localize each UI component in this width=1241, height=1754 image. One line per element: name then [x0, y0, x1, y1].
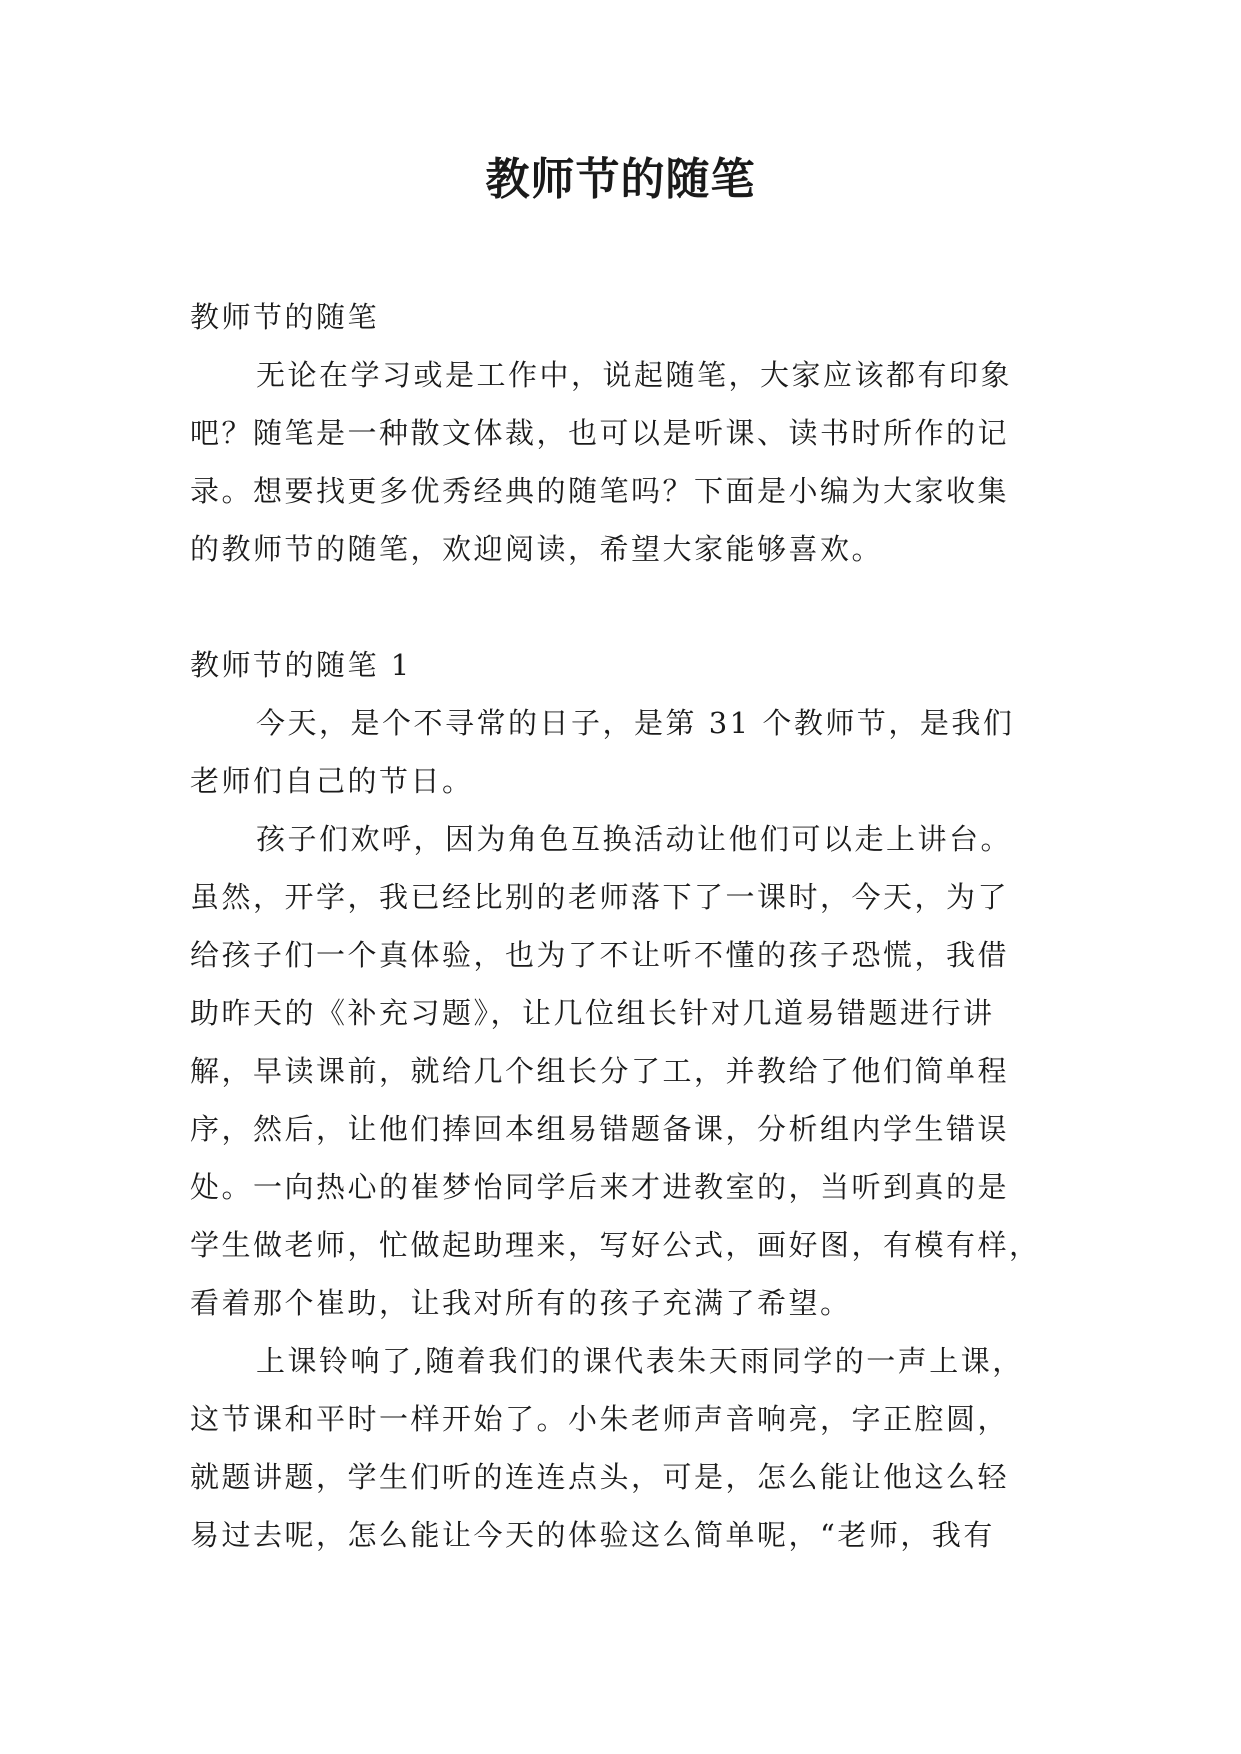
paragraph-line: 助昨天的《补充习题》，让几位组长针对几道易错题进行讲 [190, 996, 995, 1030]
intro-line: 无论在学习或是工作中，说起随笔，大家应该都有印象 [256, 358, 1013, 392]
paragraph-line: 就题讲题，学生们听的连连点头，可是，怎么能让他这么轻 [190, 1460, 1010, 1494]
document-body [190, 288, 1050, 1564]
intro-line: 吧？随笔是一种散文体裁，也可以是听课、读书时所作的记 [190, 416, 1010, 450]
paragraph-line: 孩子们欢呼，因为角色互换活动让他们可以走上讲台。 [256, 822, 1013, 856]
intro-heading: 教师节的随笔 [190, 300, 380, 334]
paragraph-line: 给孩子们一个真体验，也为了不让听不懂的孩子恐慌，我借 [190, 938, 1010, 972]
intro-line: 的教师节的随笔，欢迎阅读，希望大家能够喜欢。 [190, 532, 884, 566]
paragraph-line: 易过去呢，怎么能让今天的体验这么简单呢，“老师，我有 [190, 1518, 995, 1552]
paragraph-line: 这节课和平时一样开始了。小朱老师声音响亮，字正腔圆， [190, 1402, 1010, 1436]
section-heading: 教师节的随笔 1 [190, 648, 412, 682]
paragraph-line: 今天，是个不寻常的日子，是第 31 个教师节，是我们 [256, 706, 1015, 740]
paragraph-line: 序，然后，让他们捧回本组易错题备课，分析组内学生错误 [190, 1112, 1010, 1146]
intro-line: 录。想要找更多优秀经典的随笔吗？下面是小编为大家收集 [190, 474, 1010, 508]
paragraph-line: 上课铃响了,随着我们的课代表朱天雨同学的一声上课， [256, 1344, 1024, 1378]
paragraph-line: 处。一向热心的崔梦怡同学后来才进教室的，当听到真的是 [190, 1170, 1010, 1204]
paragraph-line: 解，早读课前，就给几个组长分了工，并教给了他们简单程 [190, 1054, 1010, 1088]
paragraph-line: 看着那个崔助，让我对所有的孩子充满了希望。 [190, 1286, 852, 1320]
section-spacer [190, 578, 1050, 636]
paragraph-line: 学生做老师，忙做起助理来，写好公式，画好图，有模有样， [190, 1228, 1041, 1262]
paragraph-line: 老师们自己的节日。 [190, 764, 474, 798]
document-title: 教师节的随笔 [485, 154, 756, 205]
paragraph-line: 虽然，开学，我已经比别的老师落下了一课时，今天，为了 [190, 880, 1010, 914]
